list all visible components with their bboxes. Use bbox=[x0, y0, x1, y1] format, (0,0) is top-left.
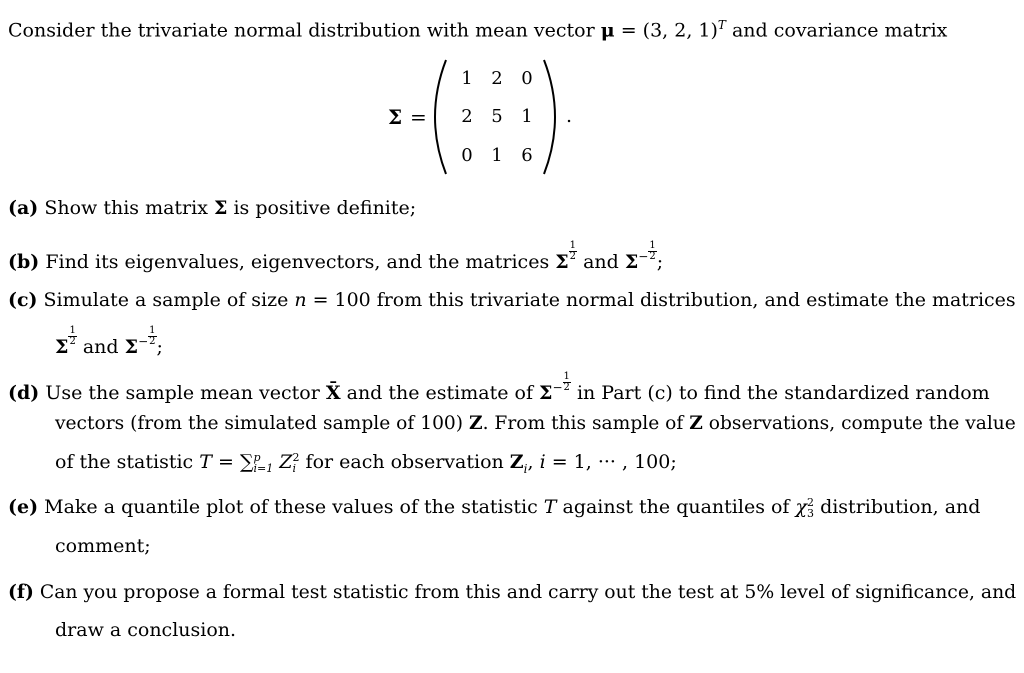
part-d-l2a: vectors (from the simulated sample of 100) bbox=[55, 412, 469, 434]
chi-sub-sup: 2 3 bbox=[807, 496, 815, 520]
sigma-symbol: Σ bbox=[555, 251, 569, 273]
z-var: Z bbox=[279, 451, 293, 473]
part-b-and: and bbox=[577, 251, 625, 273]
part-d-line-3 bbox=[55, 450, 677, 481]
part-d-l3e: = 1, ··· , 100; bbox=[545, 451, 677, 473]
matrix-cell: 6 bbox=[521, 145, 533, 166]
i-var: i bbox=[539, 451, 546, 473]
z-subscript: i bbox=[523, 461, 528, 476]
matrix-cell: 5 bbox=[491, 106, 503, 127]
t-var: T bbox=[199, 451, 212, 473]
half-exponent: $\frac{1}{2}$ bbox=[563, 371, 570, 393]
intro-text-2: and covariance matrix bbox=[725, 19, 948, 42]
part-c-and: and bbox=[76, 336, 125, 358]
sigma-symbol: Σ bbox=[539, 382, 553, 404]
part-d-line-2 bbox=[55, 411, 1016, 435]
z-symbol: Z bbox=[509, 451, 524, 473]
part-b-text-1: Find its eigenvalues, eigenvectors, and the matrices bbox=[45, 251, 556, 273]
part-d-text-2: and the estimate of bbox=[340, 382, 540, 404]
part-b-label: (b) bbox=[8, 251, 40, 273]
chi-symbol: χ bbox=[795, 496, 808, 518]
covariance-matrix bbox=[388, 58, 578, 176]
part-c-text-1: Simulate a sample of size bbox=[43, 289, 295, 311]
intro-line bbox=[8, 13, 947, 42]
part-b-end: ; bbox=[656, 251, 664, 273]
part-d-l2c: observations, compute the value bbox=[702, 412, 1016, 434]
part-a bbox=[8, 196, 416, 220]
mu-symbol: μ bbox=[600, 19, 615, 42]
part-e-text-2: against the quantiles of bbox=[556, 496, 796, 518]
xbar-symbol: X̄ bbox=[325, 382, 341, 404]
half-exponent: $\frac{1}{2}$ bbox=[569, 240, 577, 262]
minus-sign: − bbox=[138, 334, 149, 349]
sum-limits: p i=1 bbox=[253, 451, 274, 475]
t-var: T bbox=[543, 496, 557, 518]
part-e bbox=[8, 495, 980, 519]
part-c bbox=[8, 288, 1016, 312]
matrix-cell: 1 bbox=[491, 145, 503, 166]
part-b bbox=[8, 241, 663, 274]
matrix-cell: 2 bbox=[461, 106, 473, 127]
part-c-text-2: = 100 from this trivariate normal distribution, and estimate the matrices bbox=[306, 289, 1016, 311]
sigma-symbol: Σ bbox=[213, 197, 228, 219]
part-f-line-2 bbox=[55, 618, 236, 642]
part-d-text-1: Use the sample mean vector bbox=[45, 382, 326, 404]
sigma-symbol: Σ bbox=[55, 336, 69, 358]
matrix-sigma: Σ bbox=[388, 105, 403, 129]
part-e-l2: comment; bbox=[55, 535, 151, 557]
sigma-symbol: Σ bbox=[124, 336, 139, 358]
part-d-l3b: = bbox=[211, 451, 240, 473]
matrix-cell: 0 bbox=[521, 68, 533, 89]
half-exponent: $\frac{1}{2}$ bbox=[649, 240, 656, 262]
part-f-text-1: Can you propose a formal test statistic from this and carry out the test at 5% level of significance, and bbox=[39, 581, 1017, 603]
z-sub-sup: 2 i bbox=[292, 451, 300, 475]
minus-sign: − bbox=[638, 249, 649, 264]
part-c-line-2 bbox=[55, 326, 163, 359]
part-d-l3c: for each observation bbox=[299, 451, 510, 473]
part-d-l3a: of the statistic bbox=[55, 451, 200, 473]
half-exponent: $\frac{1}{2}$ bbox=[69, 325, 76, 347]
part-d-text-3: in Part (c) to find the standardized random bbox=[570, 382, 990, 404]
part-e-label: (e) bbox=[8, 496, 39, 518]
part-c-label: (c) bbox=[8, 289, 38, 311]
sum-symbol: ∑ bbox=[239, 451, 254, 473]
matrix-cell: 1 bbox=[521, 106, 533, 127]
part-f bbox=[8, 580, 1016, 604]
n-var: n bbox=[294, 289, 307, 311]
sigma-symbol: Σ bbox=[624, 251, 639, 273]
minus-sign: − bbox=[552, 380, 563, 395]
part-f-label: (f) bbox=[8, 581, 34, 603]
part-a-label: (a) bbox=[8, 197, 39, 219]
part-e-text-1: Make a quantile plot of these values of the statistic bbox=[44, 496, 544, 518]
mu-value: = (3, 2, 1) bbox=[614, 19, 718, 42]
part-d-l2b: . From this sample of bbox=[482, 412, 690, 434]
matrix-cell: 0 bbox=[461, 145, 473, 166]
part-f-l2: draw a conclusion. bbox=[55, 619, 237, 641]
part-e-line-2 bbox=[55, 534, 151, 558]
z-symbol: Z bbox=[468, 412, 483, 434]
matrix-cell: 1 bbox=[461, 68, 473, 89]
part-d-l3d: , bbox=[527, 451, 540, 473]
matrix-cell: 2 bbox=[491, 68, 503, 89]
z-symbol: Z bbox=[689, 412, 703, 434]
part-e-text-3: distribution, and bbox=[814, 496, 981, 518]
transpose-sup: T bbox=[717, 18, 726, 32]
part-d bbox=[8, 372, 990, 405]
part-a-text-2: is positive definite; bbox=[227, 197, 417, 219]
matrix-equals: = bbox=[410, 105, 427, 129]
part-a-text-1: Show this matrix bbox=[44, 197, 214, 219]
part-c-end: ; bbox=[156, 336, 163, 358]
part-d-label: (d) bbox=[8, 382, 40, 404]
half-exponent: $\frac{1}{2}$ bbox=[149, 325, 156, 347]
matrix-period: . bbox=[566, 105, 573, 127]
intro-text-1: Consider the trivariate normal distribution with mean vector bbox=[8, 19, 601, 42]
